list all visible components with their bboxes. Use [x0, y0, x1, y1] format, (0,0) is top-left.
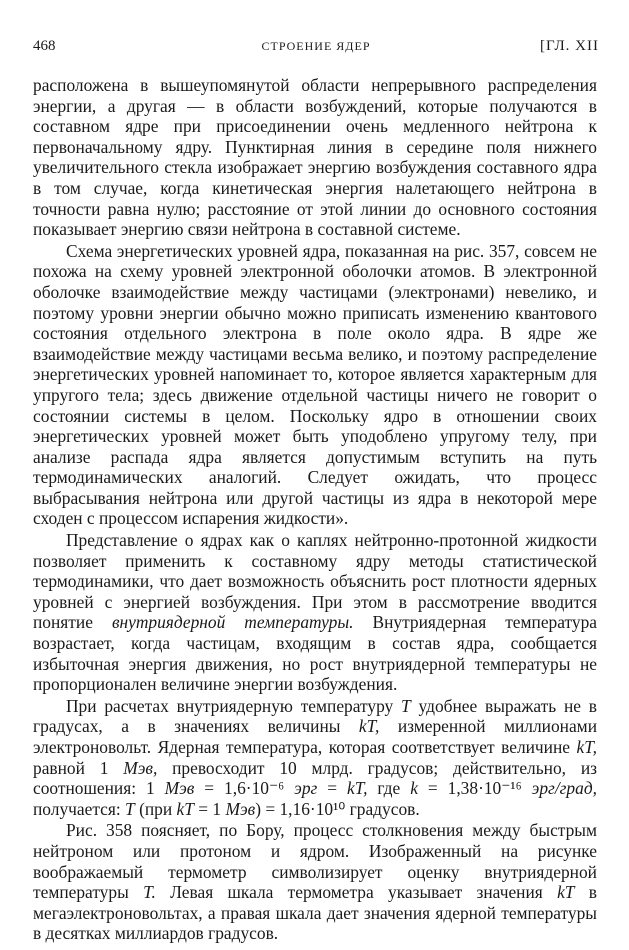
paragraph-4 [33, 696, 597, 820]
p5-text: в мегаэлектроновольтах, а правая шкала дает значения ядерной температуры в десятках миллиардов градусов. [33, 882, 597, 944]
p4-text: получается: [33, 798, 126, 819]
p4-unit: эрг [294, 778, 318, 799]
p4-text: = 1 [193, 798, 226, 819]
p4-text: удобнее выражать не в градусах, а в значениях величины [33, 695, 597, 737]
p4-unit: Мэв, [123, 757, 158, 778]
paragraph-3-term: внутриядерной температуры. [111, 612, 354, 633]
p5-math: kT [557, 882, 575, 903]
p4-text: равной 1 [33, 757, 124, 778]
p4-math: kT, [358, 716, 380, 737]
paragraph-5 [33, 820, 597, 944]
p4-text: измеренной миллионами электроновольт. Ядерная температура, которая соответствует величине [33, 716, 597, 757]
p4-text: (при [134, 798, 177, 819]
paragraph-3 [33, 530, 597, 695]
p4-text: = 1,38·10⁻¹⁶ [417, 778, 532, 799]
p4-math: kT [176, 798, 194, 819]
p4-math: kT, [347, 778, 368, 799]
p4-text: При расчетах внутриядерную температуру [66, 695, 402, 716]
p4-math: k [410, 778, 418, 799]
running-title: СТРОЕНИЕ ЯДЕР [261, 39, 371, 53]
chapter-label: [ГЛ. XII [539, 38, 599, 54]
paragraph-2: Схема энергетических уровней ядра, показанная на рис. 357, совсем не похожа на схему уровней электронной оболочки атомов. В электронной оболочке взаимодействие между частицами (электронами) невелико, и поэтому уровни энергии обычно можно приписать изменению квантового состояния отдельного электрона в поле около ядра. В ядре же взаимодействие между частицами весьма велико, и поэтому распределение энергетических уровней напоминает то, которое является характерным для упругого тела; здесь движение отдельной частицы ничего не говорит о состоянии системы в целом. Поскольку ядро в отношении своих энергетических уровней может быть уподоблено упругому телу, при анализе распада ядра является допустимым вступить на путь термодинамических аналогий. Следует ожидать, что процесс выбрасывания нейтрона или другой частицы из ядра в некоторой мере сходен с процессом испарения жидкости». [33, 240, 597, 529]
page-number: 468 [33, 38, 56, 54]
p4-unit: Мэв [225, 798, 256, 819]
p4-unit: Мэв [164, 778, 195, 799]
p4-math: T [401, 695, 411, 716]
paragraph-1: расположена в вышеупомянутой области непрерывного распределения энергии, а другая — в области возбуждений, которые получаются в составном ядре при присоединении очень медленного нейтрона к первоначальному ядру. Пунктирная линия в середине поля нижнего увеличительного стекла изображает энергию возбуждения составного ядра в том случае, когда кинетическая энергия налетающего нейтрона в точности равна нулю; расстояние от этой линии до основного состояния показывает энергию связи нейтрона в составной системе. [33, 75, 597, 240]
p5-math: T. [143, 882, 156, 903]
p5-text: Левая шкала термометра указывает значения [155, 882, 558, 903]
p4-math: kT, [576, 737, 597, 757]
page-header [33, 36, 599, 56]
body-text [33, 75, 597, 944]
p4-text: где [367, 778, 411, 799]
p5-text: Рис. 358 поясняет, по Бору, процесс столкновения между быстрым нейтроном или протоном и ядром. Изображенный на рисунке воображаемый термометр символизирует оценку внутриядерной температуры [33, 820, 597, 903]
p4-text: = 1,6·10⁻⁶ [194, 778, 295, 799]
paragraph-3-text-b: Внутриядерная температура возрастает, когда частицам, входящим в состав ядра, сообщается избыточная энергия движения, но рост внутриядерной температуры не пропорционален величине энергии возбуждения. [33, 612, 597, 695]
p4-math: T [125, 798, 135, 819]
p4-text: = [317, 778, 348, 799]
p4-text: ) = 1,16·10¹⁰ градусов. [255, 798, 420, 819]
paragraph-3-text-a: Представление о ядрах как о каплях нейтронно-протонной жидкости позволяет применить к составному ядру методы статистической термодинамики, что дает возможность объяснить рост плотности ядерных уровней с энергией возбуждения. При этом в рассмотрение вводится понятие [33, 530, 597, 633]
p4-unit: эрг/град, [531, 778, 597, 799]
p4-text: превосходит 10 млрд. градусов; действительно, из соотношения: 1 [33, 757, 598, 799]
